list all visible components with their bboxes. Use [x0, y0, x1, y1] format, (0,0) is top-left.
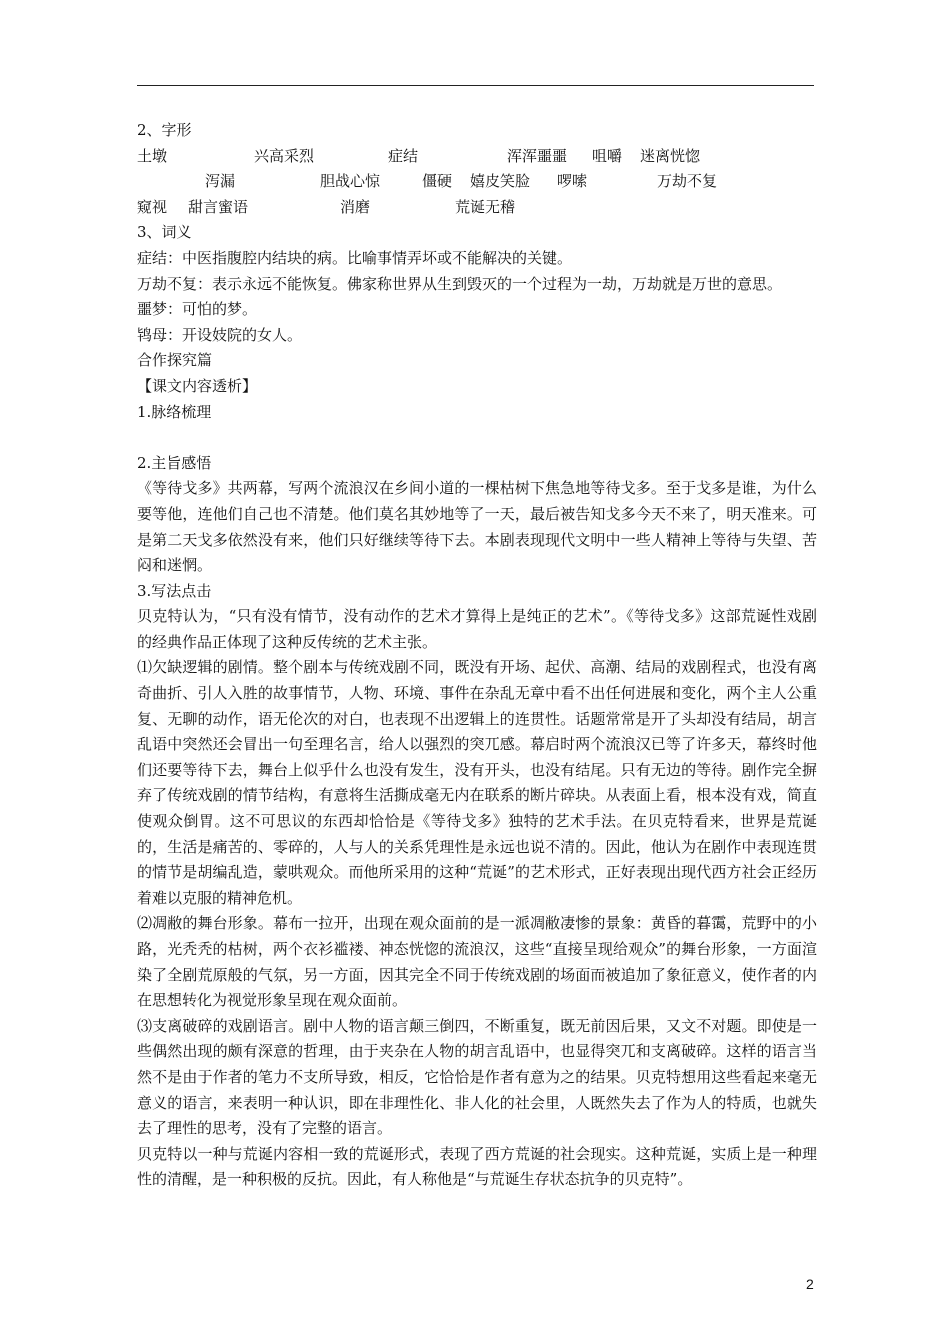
definition: 万劫不复：表示永远不能恢复。佛家称世界从生到毁灭的一个过程为一劫，万劫就是万世的意思。	[137, 274, 783, 293]
item-3-title: 3.写法点击	[137, 581, 212, 600]
vocab-word: 症结	[388, 146, 419, 165]
header-rule	[137, 85, 814, 86]
vocab-word: 浑浑噩噩	[507, 146, 568, 165]
vocab-word: 泻漏	[205, 172, 236, 191]
item-1-title: 1.脉络梳理	[137, 402, 212, 421]
item-2-text: 《等待戈多》共两幕，写两个流浪汉在乡间小道的一棵枯树下焦急地等待戈多。至于戈多是谁，为什么要等他，连他们自己也不清楚。他们莫名其妙地等了一天，最后被告知戈多今天不来了，明天准来。可是第二天戈多依然没有来，他们只好继续等待下去。本剧表现现代文明中一些人精神上等待与失望、苦闷和迷惘。	[137, 479, 817, 575]
definition: 噩梦：可怕的梦。	[137, 300, 258, 319]
section-title: 合作探究篇	[137, 351, 213, 370]
vocab-word: 万劫不复	[657, 172, 718, 191]
vocab-word: 窥视	[137, 197, 168, 216]
vocab-word: 嬉皮笑脸	[470, 172, 531, 191]
item-3-intro: 贝克特认为，“只有没有情节，没有动作的艺术才算得上是纯正的艺术”。《等待戈多》这部荒诞性戏剧的经典作品正体现了这种反传统的艺术主张。	[137, 607, 817, 651]
vocab-word: 僵硬	[422, 172, 453, 191]
vocab-row-1	[137, 144, 817, 170]
definition: 鸨母：开设妓院的女人。	[137, 325, 303, 344]
point-2: ⑵凋敝的舞台形象。幕布一拉开，出现在观众面前的是一派凋敝凄惨的景象：黄昏的暮霭，荒野中的小路，光秃秃的枯树，两个衣衫褴褛、神态恍惚的流浪汉，这些“直接呈现给观众”的舞台形象，一方面渲染了全剧荒原般的气氛，另一方面，因其完全不同于传统戏剧的场面而被追加了象征意义，使作者的内在思想转化为视觉形象呈现在观众面前。	[137, 914, 817, 1010]
vocab-row-2	[137, 169, 817, 195]
vocab-row-3	[137, 195, 817, 221]
vocab-word: 兴高采烈	[254, 146, 315, 165]
vocab-word: 啰嗦	[557, 172, 588, 191]
page-number: 2	[806, 1276, 814, 1292]
vocab-word: 甜言蜜语	[188, 197, 249, 216]
item-2-title: 2.主旨感悟	[137, 453, 212, 472]
vocab-word: 荒诞无稽	[455, 197, 516, 216]
heading-ciyi: 3、词义	[137, 223, 192, 242]
conclusion: 贝克特以一种与荒诞内容相一致的荒诞形式，表现了西方荒诞的社会现实。这种荒诞，实质上是一种理性的清醒，是一种积极的反抗。因此，有人称他是“与荒诞生存状态抗争的贝克特”。	[137, 1144, 817, 1189]
point-1: ⑴欠缺逻辑的剧情。整个剧本与传统戏剧不同，既没有开场、起伏、高潮、结局的戏剧程式，也没有离奇曲折、引人入胜的故事情节，人物、环境、事件在杂乱无章中看不出任何进展和变化，两个主人公重复、无聊的动作，语无伦次的对白，也表现不出逻辑上的连贯性。话题常常是开了头却没有结局，胡言乱语中突然还会冒出一句至理名言，给人以强烈的突兀感。幕启时两个流浪汉已等了许多天，幕终时他们还要等待下去，舞台上似乎什么也没有发生，没有开头，也没有结尾。只有无边的等待。剧作完全摒弃了传统戏剧的情节结构，有意将生活撕成毫无内在联系的断片碎块。从表面上看，根本没有戏，简直使观众倒胃。这不可思议的东西却恰恰是《等待戈多》独特的艺术手法。在贝克特看来，世界是荒诞的，生活是痛苦的、零碎的，人与人的关系凭理性是永远也说不清的。因此，他认为在剧作中表现连贯的情节是胡编乱造，蒙哄观众。而他所采用的这种“荒诞”的艺术形式，正好表现出现代西方社会正经历着难以克服的精神危机。	[137, 658, 817, 907]
vocab-word: 咀嚼	[592, 146, 623, 165]
heading-zixing: 2、字形	[137, 121, 192, 139]
vocab-word: 迷离恍惚	[640, 146, 701, 165]
point-3: ⑶支离破碎的戏剧语言。剧中人物的语言颠三倒四，不断重复，既无前因后果，又文不对题。即使是一些偶然出现的颇有深意的哲理，由于夹杂在人物的胡言乱语中，也显得突兀和支离破碎。这样的语言当然不是由于作者的笔力不支所导致，相反，它恰恰是作者有意为之的结果。贝克特想用这些看起来毫无意义的语言，来表明一种认识，即在非理性化、非人化的社会里，人既然失去了作为人的特质，也就失去了理性的思考，没有了完整的语言。	[137, 1016, 817, 1138]
definition: 症结：中医指腹腔内结块的病。比喻事情弄坏或不能解决的关键。	[137, 248, 573, 267]
document-body	[137, 118, 817, 1193]
blank-line	[137, 425, 817, 451]
subsection-title: 【课文内容透析】	[137, 376, 258, 395]
vocab-word: 胆战心惊	[320, 172, 381, 191]
vocab-word: 消磨	[340, 197, 371, 216]
vocab-word: 土墩	[137, 146, 168, 165]
